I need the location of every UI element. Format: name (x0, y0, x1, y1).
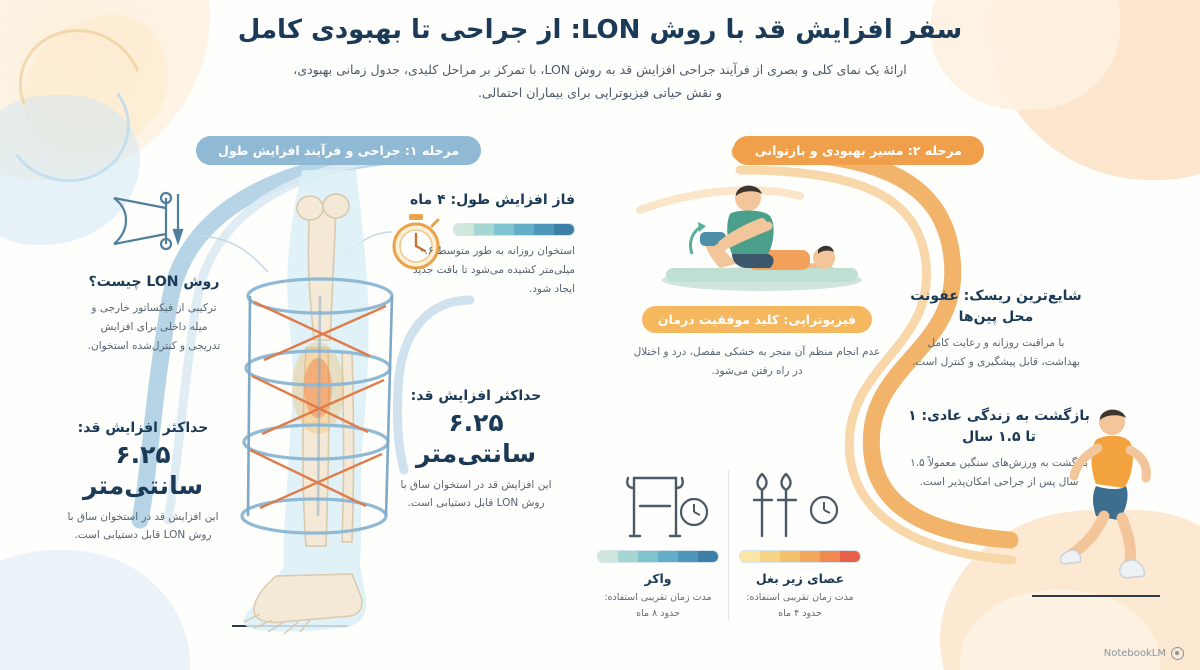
risk-block (908, 286, 1084, 372)
lon-definition-block (84, 272, 224, 356)
crutches-block (738, 550, 862, 622)
phase-2-badge: مرحله ۲: مسیر بهبودی و بازتوانی (733, 136, 984, 165)
max-gain-upper-value: ۶.۲۵ سانتی‌متر (415, 408, 537, 469)
physiotherapy-block (632, 306, 882, 381)
crutches-duration-bar (739, 550, 861, 563)
decorative-blob-bottom-left (0, 550, 190, 670)
page-title: سفر افزایش قد با روش LON: از جراحی تا بهبودی کامل (237, 15, 963, 45)
walker-block (596, 550, 720, 622)
max-gain-lower-head: حداکثر افزایش قد: (77, 420, 209, 436)
physiotherapy-body: عدم انجام منظم آن منجر به خشکی مفصل، درد و اختلال در راه رفتن می‌شود. (633, 346, 881, 377)
fixator-icon (104, 190, 196, 252)
max-gain-lower-body: این افزایش قد در استخوان ساق با روش LON قابل دستیابی است. (67, 510, 219, 542)
runner-illustration (1026, 400, 1176, 600)
physiotherapy-ribbon: فیزیوتراپی: کلید موفقیت درمان (642, 306, 872, 333)
return-head: بازگشت به زندگی عادی: ۱ تا ۱.۵ سال (908, 408, 1090, 445)
page-subtitle: ارائهٔ یک نمای کلی و بصری از فرآیند جراحی افزایش قد به روش LON، با تمرکز بر مراحل کلیدی، جدول زمانی بهبودی، و نقش حیاتی فیزیوتراپی برای بیماران احتمالی. (293, 61, 907, 100)
walker-duration-bar (597, 550, 719, 563)
return-body: بازگشت به ورزش‌های سنگین معمولاً ۱.۵ سال پس از جراحی امکان‌پذیر است. (910, 457, 1088, 488)
max-gain-lower-value: ۶.۲۵ سانتی‌متر (82, 440, 204, 501)
crutches-icon (748, 466, 844, 546)
lon-definition-body: ترکیبی از فیکساتور خارجی و میله داخلی برای افزایش تدریجی و کنترل‌شده استخوان. (87, 302, 221, 352)
brand-footer (1104, 647, 1184, 660)
risk-head: شایع‌ترین ریسک: عفونت محل پین‌ها (910, 288, 1082, 325)
notebooklm-logo-icon (1171, 647, 1184, 660)
lengthening-progress-bar (453, 223, 575, 236)
max-gain-upper-head: حداکثر افزایش قد: (410, 388, 542, 404)
phase-1-badge: مرحله ۱: جراحی و فرآیند افزایش طول (196, 136, 481, 165)
lon-definition-head: روش LON چیست؟ (88, 274, 220, 290)
walker-duration: مدت زمان تقریبی استفاده: حدود ۸ ماه (604, 592, 712, 620)
brand-name: NotebookLM (1103, 648, 1166, 659)
lengthening-phase-body: استخوان روزانه به طور متوسط ۰.۶ میلی‌متر کشیده می‌شود تا بافت جدید ایجاد شود. (412, 245, 575, 295)
physiotherapy-illustration (652, 176, 872, 296)
max-gain-upper-body: این افزایش قد در استخوان ساق با روش LON قابل دستیابی است. (400, 478, 552, 510)
crutches-duration: مدت زمان تقریبی استفاده: حدود ۴ ماه (746, 592, 854, 620)
device-divider (728, 470, 729, 620)
lengthening-phase-head: فاز افزایش طول: ۴ ماه (410, 192, 575, 208)
lengthening-phase-block (390, 190, 575, 299)
walker-icon (620, 466, 710, 546)
max-gain-block-lower (58, 418, 228, 545)
max-gain-block-upper (396, 386, 556, 513)
crutches-label: عصای زیر بغل (755, 571, 845, 586)
risk-body: با مراقبت روزانه و رعایت کامل بهداشت، قابل پیشگیری و کنترل است. (911, 337, 1081, 368)
walker-label: واکر (644, 571, 672, 586)
header (0, 14, 1200, 104)
